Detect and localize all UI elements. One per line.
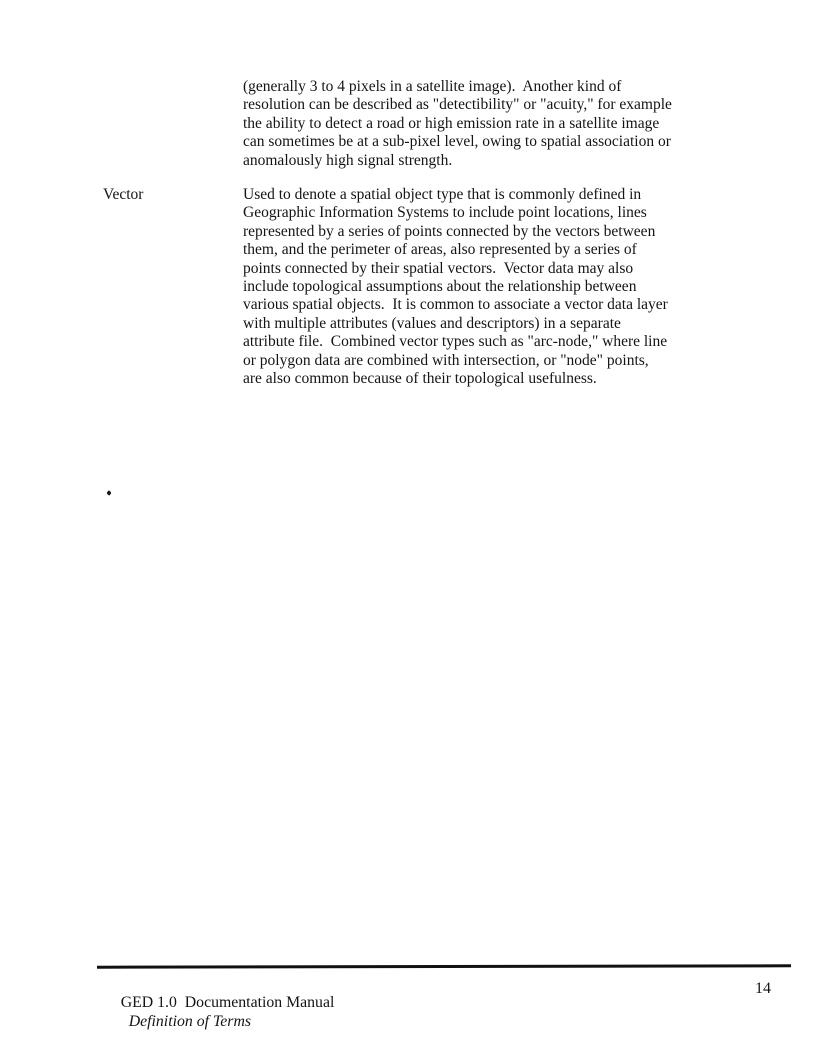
text-line: attribute file. Combined vector types such as "arc-node," where line [243, 333, 668, 351]
text-line: points connected by their spatial vectors. Vector data may also [243, 259, 634, 277]
section-title: Definition of Terms [128, 1013, 251, 1030]
glossary-entry-resolution-continuation [0, 78, 815, 170]
text-line: various spatial objects. It is common to associate a vector data layer [243, 296, 668, 314]
footer-rule [97, 964, 791, 968]
text-line: include topological assumptions about the relationship between [243, 278, 637, 296]
text-line: resolution can be described as "detectibility" or "acuity," for example [243, 96, 672, 114]
text-line: or polygon data are combined with intersection, or "node" points, [243, 351, 649, 369]
glossary-entry-vector [0, 186, 815, 388]
glossary-entries [0, 78, 815, 405]
page-number: 14 [755, 980, 771, 997]
definition-text [243, 186, 815, 388]
term-label [0, 78, 243, 170]
text-line: (generally 3 to 4 pixels in a satellite image). Another kind of [243, 78, 622, 95]
term-label: Vector [103, 186, 144, 204]
text-line: Used to denote a spatial object type that is commonly defined in [243, 186, 642, 204]
text-line: can sometimes be at a sub-pixel level, owing to spatial association or [243, 133, 671, 151]
footer-text [97, 974, 334, 1050]
ink-speck [106, 490, 112, 496]
text-line: with multiple attributes (values and descriptors) in a separate [243, 314, 621, 332]
text-line: them, and the perimeter of areas, also represented by a series of [243, 241, 637, 259]
definition-text [243, 78, 815, 170]
text-line: anomalously high signal strength. [243, 151, 453, 169]
text-line: represented by a series of points connected by the vectors between [243, 222, 656, 240]
text-line: Geographic Information Systems to include point locations, lines [243, 204, 647, 222]
manual-title: GED 1.0 Documentation Manual [120, 994, 335, 1011]
text-line: are also common because of their topological usefulness. [243, 370, 597, 388]
text-line: the ability to detect a road or high emission rate in a satellite image [243, 114, 660, 132]
